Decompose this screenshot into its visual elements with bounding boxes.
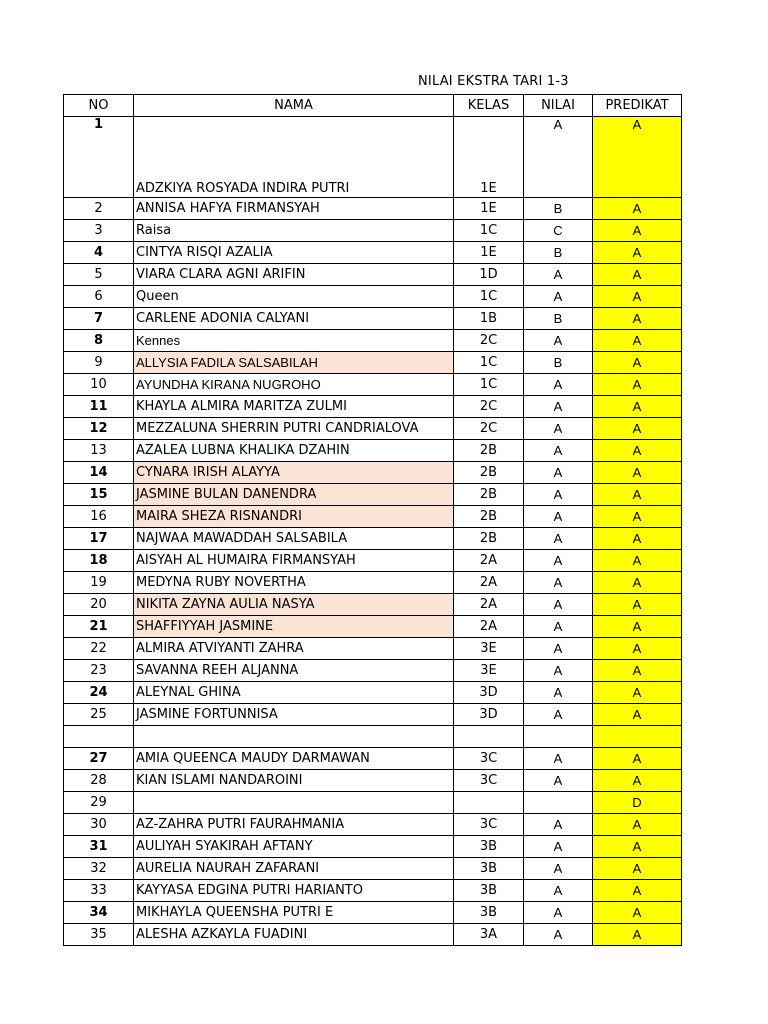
cell-no: 18 (64, 550, 134, 572)
cell-no: 7 (64, 308, 134, 330)
cell-predikat: A (593, 308, 682, 330)
sheet-title: NILAI EKSTRA TARI 1-3 (418, 74, 569, 89)
cell-nilai: B (524, 308, 593, 330)
cell-kelas: 3C (454, 814, 524, 836)
table-row (64, 418, 682, 440)
table-row (64, 924, 682, 946)
cell-kelas: 2A (454, 616, 524, 638)
table-row (64, 616, 682, 638)
cell-nilai: A (524, 638, 593, 660)
cell-no: 1 (64, 117, 134, 198)
cell-no: 3 (64, 220, 134, 242)
cell-nilai: A (524, 396, 593, 418)
cell-no (64, 726, 134, 748)
cell-kelas: 3E (454, 638, 524, 660)
table-row (64, 374, 682, 396)
cell-predikat: A (593, 374, 682, 396)
cell-nilai: A (524, 924, 593, 946)
cell-no: 23 (64, 660, 134, 682)
cell-no: 31 (64, 836, 134, 858)
cell-nilai: A (524, 440, 593, 462)
cell-nilai: A (524, 902, 593, 924)
cell-nilai: B (524, 198, 593, 220)
cell-kelas: 1E (454, 117, 524, 198)
table-row (64, 396, 682, 418)
table-row (64, 286, 682, 308)
table-row (64, 880, 682, 902)
table-row (64, 836, 682, 858)
table-row (64, 220, 682, 242)
cell-kelas: 2B (454, 462, 524, 484)
table-row (64, 572, 682, 594)
cell-no: 2 (64, 198, 134, 220)
cell-nama: MIKHAYLA QUEENSHA PUTRI E (134, 902, 454, 924)
table-row (64, 682, 682, 704)
cell-no: 14 (64, 462, 134, 484)
cell-nama: AMIA QUEENCA MAUDY DARMAWAN (134, 748, 454, 770)
cell-predikat: A (593, 572, 682, 594)
cell-kelas: 2C (454, 418, 524, 440)
cell-kelas: 3C (454, 748, 524, 770)
table-row (64, 550, 682, 572)
cell-kelas (454, 792, 524, 814)
cell-predikat: A (593, 440, 682, 462)
table-row (64, 814, 682, 836)
cell-nilai: A (524, 616, 593, 638)
cell-kelas: 3B (454, 836, 524, 858)
cell-nilai (524, 792, 593, 814)
cell-no: 19 (64, 572, 134, 594)
cell-no: 22 (64, 638, 134, 660)
cell-nama: Queen (134, 286, 454, 308)
cell-nama: ALESHA AZKAYLA FUADINI (134, 924, 454, 946)
cell-predikat: A (593, 682, 682, 704)
cell-nilai: A (524, 484, 593, 506)
cell-predikat (593, 726, 682, 748)
cell-kelas: 3D (454, 682, 524, 704)
cell-nama: AZ-ZAHRA PUTRI FAURAHMANIA (134, 814, 454, 836)
cell-no: 29 (64, 792, 134, 814)
cell-nama: ALLYSIA FADILA SALSABILAH (134, 352, 454, 374)
table-row (64, 660, 682, 682)
cell-kelas: 2C (454, 330, 524, 352)
table-row (64, 704, 682, 726)
cell-no: 5 (64, 264, 134, 286)
cell-nilai (524, 726, 593, 748)
table-row (64, 506, 682, 528)
cell-no: 16 (64, 506, 134, 528)
cell-nilai: A (524, 748, 593, 770)
cell-nama (134, 726, 454, 748)
cell-no: 33 (64, 880, 134, 902)
cell-nilai: A (524, 880, 593, 902)
cell-nama: AYUNDHA KIRANA NUGROHO (134, 374, 454, 396)
cell-nama: KIAN ISLAMI NANDAROINI (134, 770, 454, 792)
cell-nama: NAJWAA MAWADDAH SALSABILA (134, 528, 454, 550)
table-row (64, 902, 682, 924)
cell-kelas: 3B (454, 858, 524, 880)
cell-predikat: A (593, 616, 682, 638)
cell-predikat: A (593, 198, 682, 220)
cell-kelas: 3D (454, 704, 524, 726)
cell-predikat: A (593, 352, 682, 374)
cell-no: 30 (64, 814, 134, 836)
cell-no: 35 (64, 924, 134, 946)
cell-nama (134, 792, 454, 814)
cell-nama: Kennes (134, 330, 454, 352)
table-row (64, 198, 682, 220)
cell-predikat: A (593, 770, 682, 792)
cell-predikat: A (593, 660, 682, 682)
cell-predikat: A (593, 418, 682, 440)
table-row (64, 352, 682, 374)
cell-predikat: A (593, 330, 682, 352)
cell-predikat: A (593, 902, 682, 924)
cell-nama: CYNARA IRISH ALAYYA (134, 462, 454, 484)
cell-nilai: A (524, 858, 593, 880)
cell-kelas: 2A (454, 550, 524, 572)
cell-nilai: A (524, 660, 593, 682)
cell-predikat: A (593, 836, 682, 858)
cell-no: 10 (64, 374, 134, 396)
cell-no: 9 (64, 352, 134, 374)
cell-nilai: A (524, 594, 593, 616)
cell-predikat: A (593, 858, 682, 880)
cell-no: 28 (64, 770, 134, 792)
cell-nilai: A (524, 374, 593, 396)
cell-no: 6 (64, 286, 134, 308)
cell-nama: MEZZALUNA SHERRIN PUTRI CANDRIALOVA (134, 418, 454, 440)
cell-nama: VIARA CLARA AGNI ARIFIN (134, 264, 454, 286)
header-nilai: NILAI (524, 95, 593, 117)
cell-nama: AISYAH AL HUMAIRA FIRMANSYAH (134, 550, 454, 572)
cell-predikat: A (593, 880, 682, 902)
table-row (64, 440, 682, 462)
cell-predikat: A (593, 550, 682, 572)
cell-nama: AZALEA LUBNA KHALIKA DZAHIN (134, 440, 454, 462)
grades-table (63, 94, 682, 946)
cell-nama: ANNISA HAFYA FIRMANSYAH (134, 198, 454, 220)
cell-kelas: 2B (454, 506, 524, 528)
cell-kelas: 1D (454, 264, 524, 286)
cell-kelas: 2A (454, 572, 524, 594)
header-no: NO (64, 95, 134, 117)
cell-nilai: A (524, 286, 593, 308)
table-row (64, 462, 682, 484)
table-body (64, 117, 682, 946)
cell-nilai: A (524, 770, 593, 792)
cell-nilai: B (524, 352, 593, 374)
table-row (64, 264, 682, 286)
cell-kelas: 3B (454, 902, 524, 924)
cell-nilai: A (524, 418, 593, 440)
cell-predikat: A (593, 638, 682, 660)
table-row (64, 330, 682, 352)
cell-kelas: 1C (454, 352, 524, 374)
cell-nilai: A (524, 330, 593, 352)
cell-nilai: A (524, 572, 593, 594)
cell-nilai: A (524, 550, 593, 572)
cell-no: 25 (64, 704, 134, 726)
cell-predikat: A (593, 117, 682, 198)
cell-no: 11 (64, 396, 134, 418)
cell-nama: SHAFFIYYAH JASMINE (134, 616, 454, 638)
cell-predikat: A (593, 264, 682, 286)
cell-kelas: 2B (454, 484, 524, 506)
cell-no: 32 (64, 858, 134, 880)
cell-nama: JASMINE BULAN DANENDRA (134, 484, 454, 506)
cell-nilai: B (524, 242, 593, 264)
cell-nilai: A (524, 462, 593, 484)
table-row (64, 308, 682, 330)
cell-no: 15 (64, 484, 134, 506)
cell-kelas: 1C (454, 220, 524, 242)
cell-predikat: A (593, 814, 682, 836)
cell-kelas: 1E (454, 242, 524, 264)
cell-nama: KHAYLA ALMIRA MARITZA ZULMI (134, 396, 454, 418)
header-nama: NAMA (134, 95, 454, 117)
cell-predikat: A (593, 704, 682, 726)
cell-nama: ADZKIYA ROSYADA INDIRA PUTRI (134, 117, 454, 198)
table-row (64, 858, 682, 880)
cell-nama: SAVANNA REEH ALJANNA (134, 660, 454, 682)
table-row (64, 528, 682, 550)
cell-predikat: D (593, 792, 682, 814)
cell-kelas: 2C (454, 396, 524, 418)
cell-kelas (454, 726, 524, 748)
cell-predikat: A (593, 528, 682, 550)
cell-kelas: 3A (454, 924, 524, 946)
cell-predikat: A (593, 594, 682, 616)
cell-predikat: A (593, 748, 682, 770)
cell-predikat: A (593, 462, 682, 484)
cell-nama: AULIYAH SYAKIRAH AFTANY (134, 836, 454, 858)
header-predikat: PREDIKAT (593, 95, 682, 117)
cell-no: 4 (64, 242, 134, 264)
cell-nama: CINTYA RISQI AZALIA (134, 242, 454, 264)
cell-predikat: A (593, 396, 682, 418)
cell-kelas: 3E (454, 660, 524, 682)
cell-nama: JASMINE FORTUNNISA (134, 704, 454, 726)
table-row (64, 638, 682, 660)
cell-nama: CARLENE ADONIA CALYANI (134, 308, 454, 330)
cell-no: 8 (64, 330, 134, 352)
cell-nama: KAYYASA EDGINA PUTRI HARIANTO (134, 880, 454, 902)
cell-predikat: A (593, 506, 682, 528)
cell-nama: MEDYNA RUBY NOVERTHA (134, 572, 454, 594)
cell-nilai: A (524, 506, 593, 528)
header-kelas: KELAS (454, 95, 524, 117)
cell-kelas: 2B (454, 440, 524, 462)
cell-nama: ALEYNAL GHINA (134, 682, 454, 704)
cell-predikat: A (593, 484, 682, 506)
table-row (64, 792, 682, 814)
cell-kelas: 3C (454, 770, 524, 792)
cell-no: 13 (64, 440, 134, 462)
cell-nama: NIKITA ZAYNA AULIA NASYA (134, 594, 454, 616)
cell-predikat: A (593, 220, 682, 242)
cell-predikat: A (593, 924, 682, 946)
cell-kelas: 1B (454, 308, 524, 330)
table-row (64, 117, 682, 198)
cell-nilai: C (524, 220, 593, 242)
cell-nama: MAIRA SHEZA RISNANDRI (134, 506, 454, 528)
cell-no: 21 (64, 616, 134, 638)
table-row (64, 594, 682, 616)
cell-nama: Raisa (134, 220, 454, 242)
cell-no: 34 (64, 902, 134, 924)
table-row (64, 770, 682, 792)
cell-no: 12 (64, 418, 134, 440)
cell-nama: ALMIRA ATVIYANTI ZAHRA (134, 638, 454, 660)
cell-kelas: 2B (454, 528, 524, 550)
table-row (64, 484, 682, 506)
cell-nilai: A (524, 682, 593, 704)
table-row (64, 748, 682, 770)
cell-predikat: A (593, 242, 682, 264)
cell-nilai: A (524, 814, 593, 836)
cell-nilai: A (524, 117, 593, 198)
cell-no: 17 (64, 528, 134, 550)
header-row (64, 95, 682, 117)
cell-no: 20 (64, 594, 134, 616)
cell-kelas: 3B (454, 880, 524, 902)
cell-predikat: A (593, 286, 682, 308)
cell-kelas: 1C (454, 374, 524, 396)
cell-nilai: A (524, 528, 593, 550)
cell-kelas: 2A (454, 594, 524, 616)
cell-nilai: A (524, 836, 593, 858)
table-row (64, 242, 682, 264)
table-row (64, 726, 682, 748)
cell-nama: AURELIA NAURAH ZAFARANI (134, 858, 454, 880)
cell-no: 27 (64, 748, 134, 770)
cell-kelas: 1E (454, 198, 524, 220)
cell-nilai: A (524, 704, 593, 726)
cell-no: 24 (64, 682, 134, 704)
cell-kelas: 1C (454, 286, 524, 308)
cell-nilai: A (524, 264, 593, 286)
